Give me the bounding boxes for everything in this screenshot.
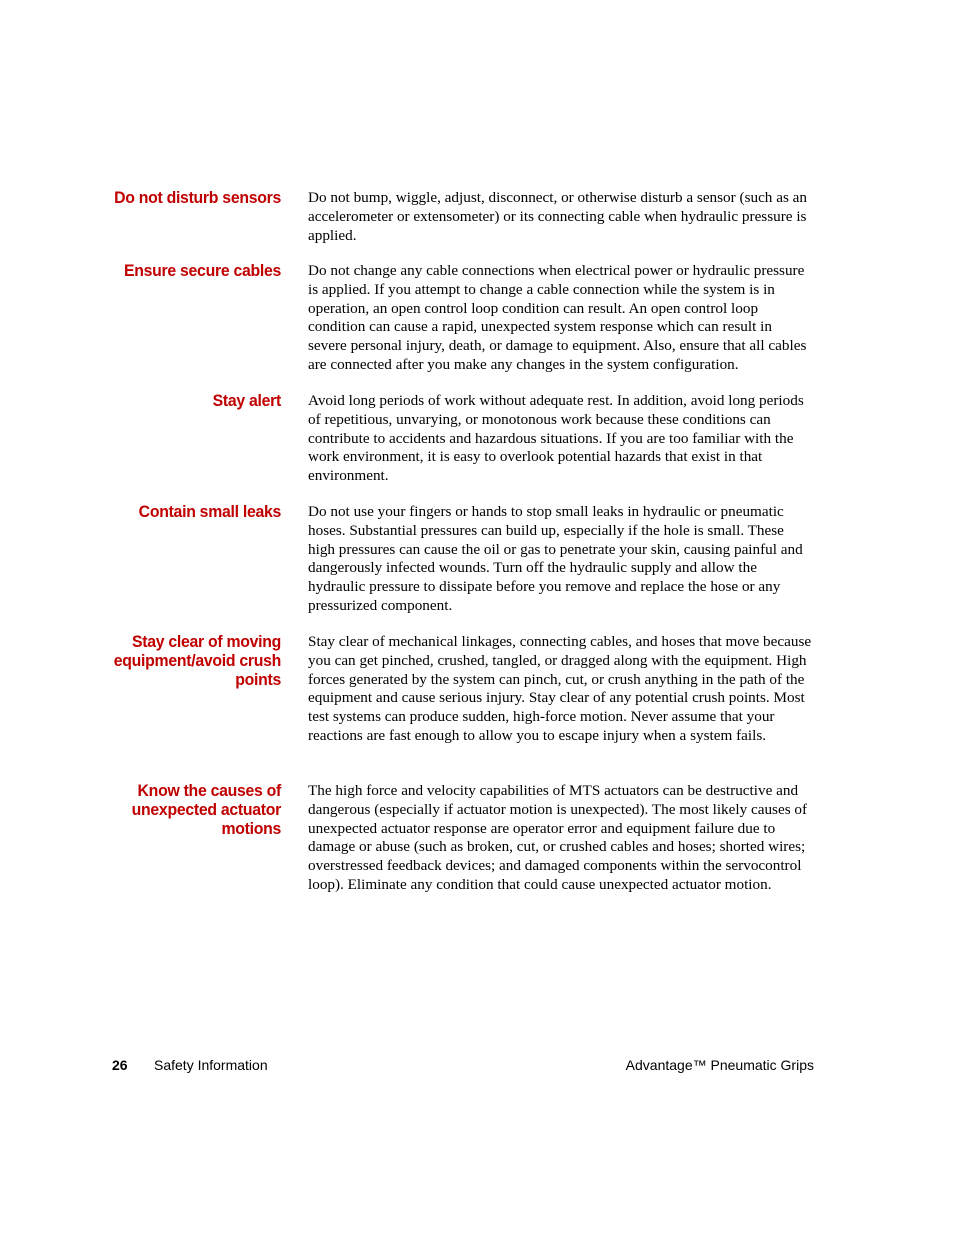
section-heading: Stay alert xyxy=(212,391,281,410)
section-body: Do not use your fingers or hands to stop small leaks in hydraulic or pneumatic hoses. Substantial pressures can build up, especially if the hole is small. These high pressures can cause the oil or gas to penetrate your skin, causing painful and dangerously infected wounds. Turn off the hydraulic supply and allow the hydraulic pressure to dissipate before you remove and replace the hose or any pressurized component. xyxy=(308,503,803,614)
section-heading: Do not disturb sensors xyxy=(114,188,281,207)
section-body: Stay clear of mechanical linkages, connecting cables, and hoses that move because you can get pinched, crushed, tangled, or dragged along with the equipment. High forces generated by the system can pinch, cut, or crush anything in the path of the equipment and cause serious injury. Stay clear of any potential crush points. Most test systems can produce sudden, high-force motion. Never assume that your reactions are fast enough to allow you to escape injury when a system fails. xyxy=(308,633,812,744)
footer-section-title: Safety Information xyxy=(154,1057,268,1073)
section-heading: Stay clear of moving equipment/avoid crush points xyxy=(113,632,281,689)
page-number: 26 xyxy=(112,1057,128,1073)
section-body: Avoid long periods of work without adequate rest. In addition, avoid long periods of repetitious, unvarying, or monotonous work because these conditions can contribute to accidents and hazardous situations. If you are too familiar with the work environment, it is easy to overlook potential hazards that exist in that environment. xyxy=(308,392,804,485)
section-heading: Ensure secure cables xyxy=(123,261,282,280)
section-heading: Know the causes of unexpected actuator motions xyxy=(131,781,281,838)
section-heading: Contain small leaks xyxy=(138,502,281,521)
section-body: Do not change any cable connections when electrical power or hydraulic pressure is applied. If you attempt to change a cable connection while the system is in operation, an open control loop condition can result. An open control loop condition can cause a rapid, unexpected system response which can result in severe personal injury, death, or damage to equipment. Also, ensure that all cables are connected after you make any changes in the system configuration. xyxy=(308,262,807,373)
section-body: Do not bump, wiggle, adjust, disconnect, or otherwise disturb a sensor (such as an accelerometer or extensometer) or its connecting cable when hydraulic pressure is applied. xyxy=(308,189,807,244)
footer-document-title: Advantage™ Pneumatic Grips xyxy=(625,1057,814,1073)
section-body: The high force and velocity capabilities of MTS actuators can be destructive and dangerous (especially if actuator motion is unexpected). The most likely causes of unexpected actuator response are operator error and equipment failure due to damage or abuse (such as broken, cut, or crushed cables and hoses; shorted wires; overstressed feedback devices; and damaged components within the servocontrol loop). Eliminate any condition that could cause unexpected actuator motion. xyxy=(308,782,808,893)
